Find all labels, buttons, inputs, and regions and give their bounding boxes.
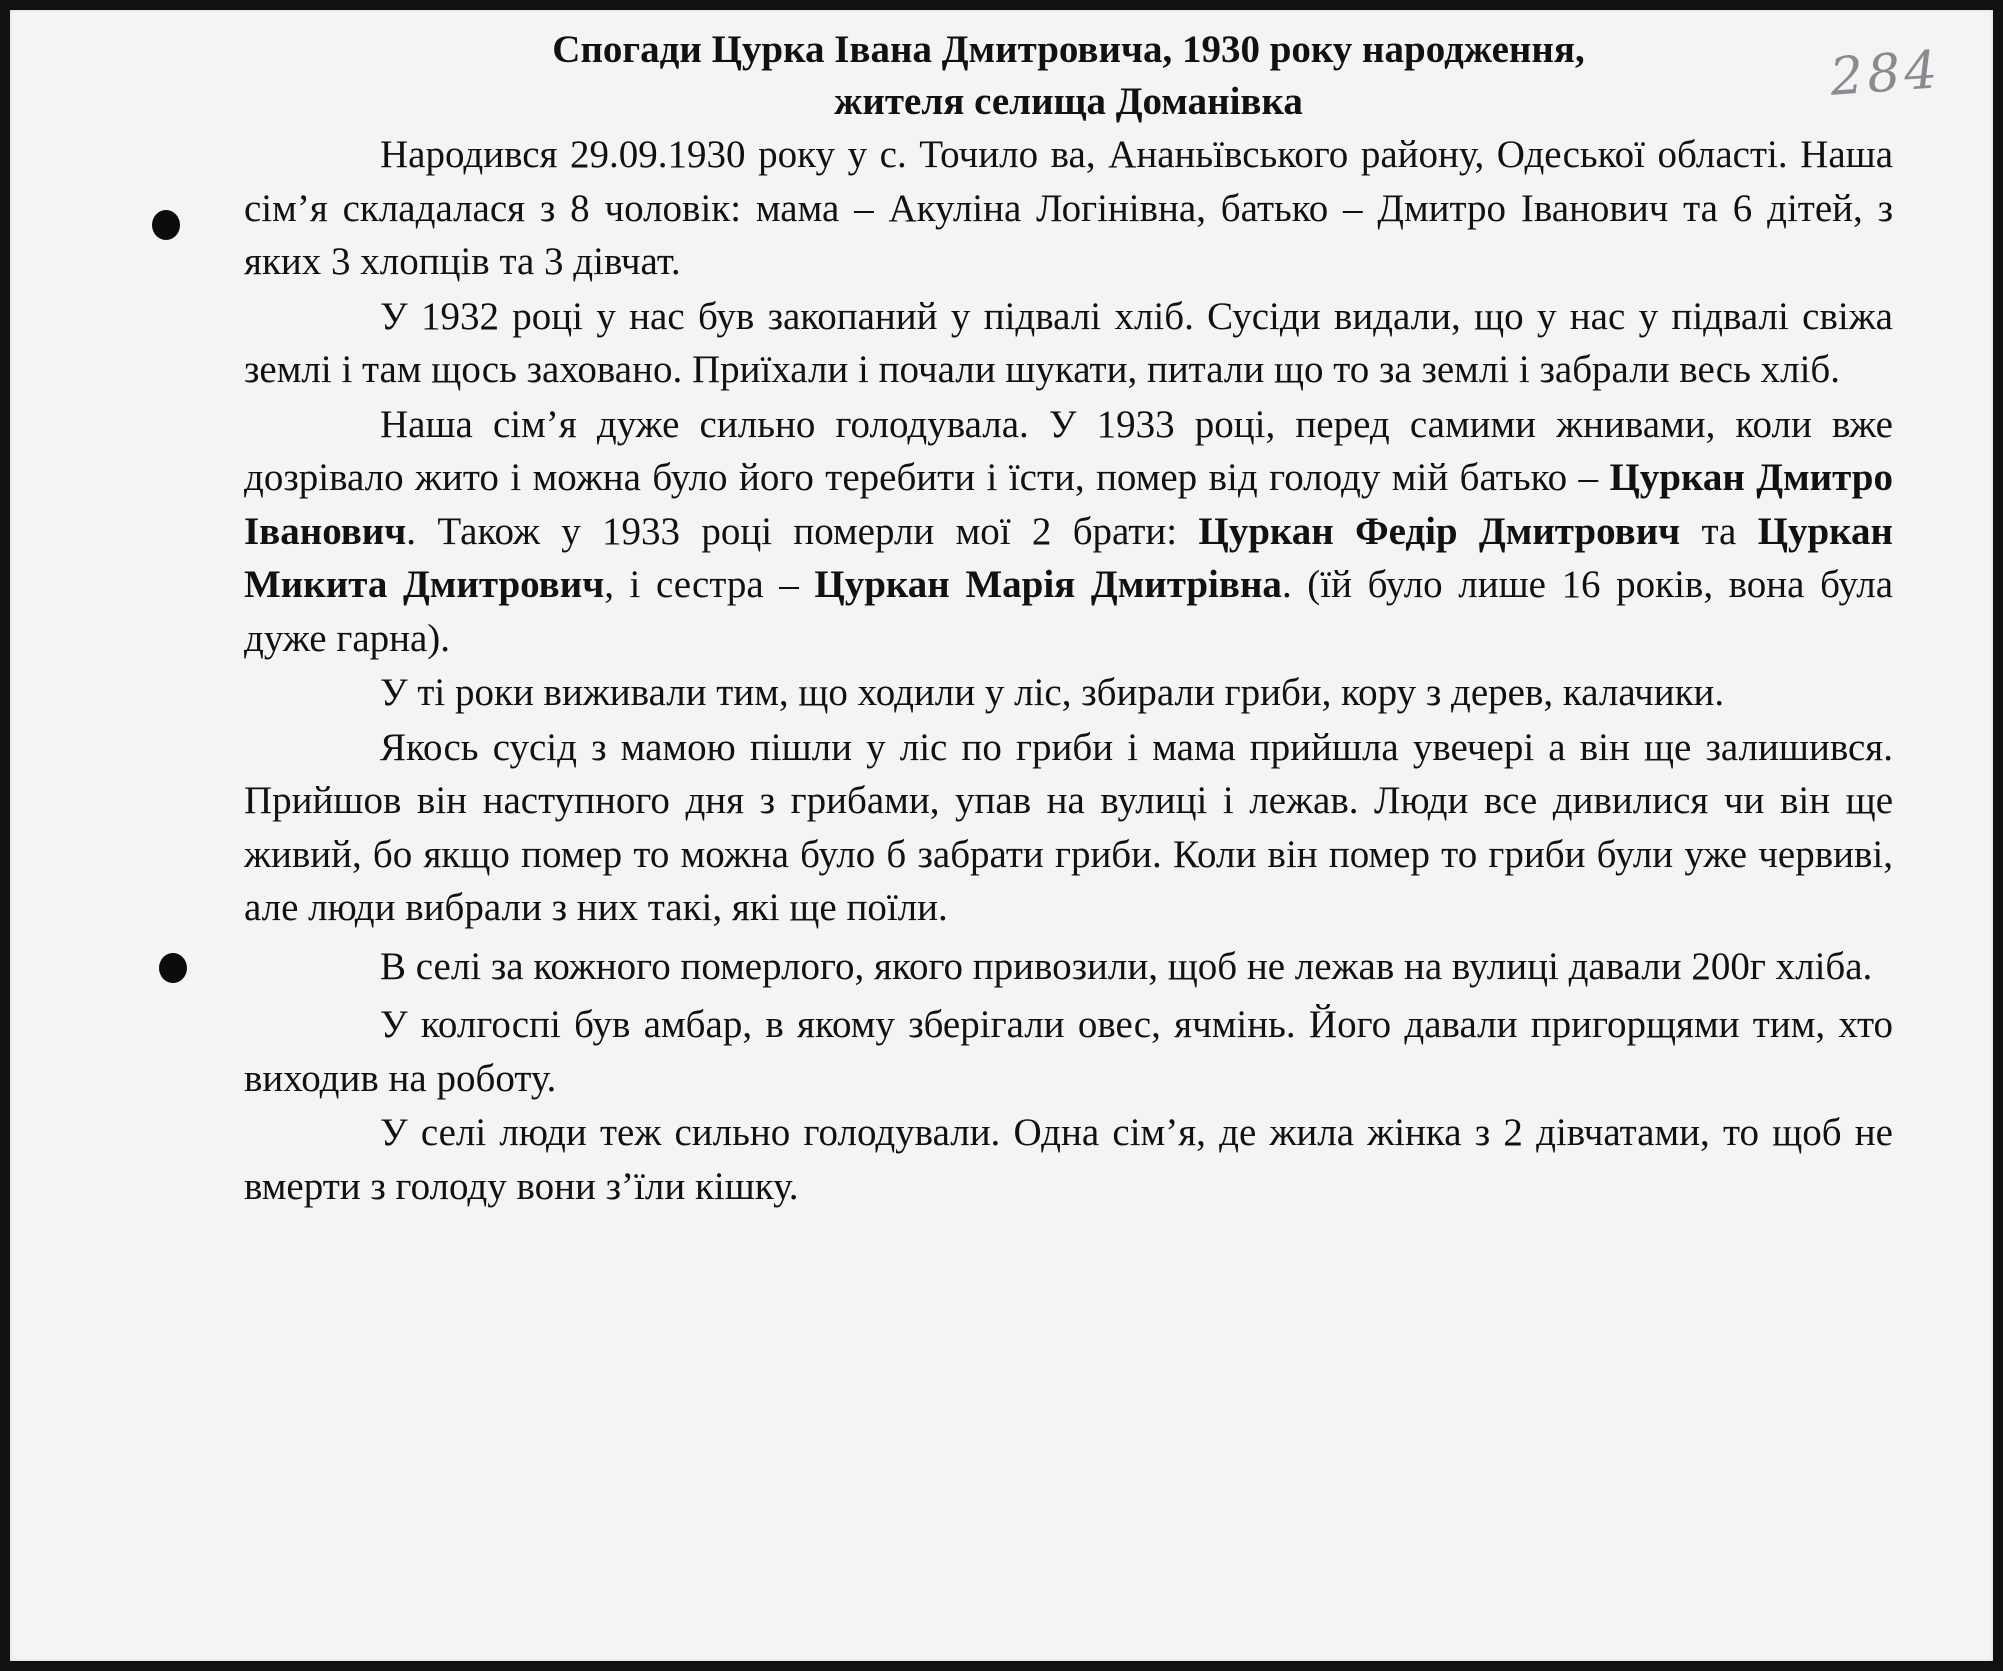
document-body	[244, 24, 1893, 1213]
title-line-2: жителя селища Доманівка	[834, 80, 1303, 123]
paragraph-survival: У ті роки виживали тим, що ходили у ліс, збирали гриби, кору з дерев, калачики.	[380, 671, 1725, 714]
name-sister-mariia: Цуркан Марія Дмитрівна	[814, 563, 1282, 606]
handwritten-page-number: 284	[1828, 40, 1944, 108]
paragraph-1933-deaths	[244, 398, 1893, 666]
paragraph-bread-ration: В селі за кожного померлого, якого привозили, щоб не лежав на вулиці давали 200г хліба.	[380, 944, 1873, 988]
punch-hole-bottom	[159, 953, 187, 983]
paragraph-barn: У колгоспі був амбар, в якому зберігали овес, ячмінь. Його давали пригорщями тим, хто виходив на роботу.	[244, 1003, 1893, 1100]
title-line-1: Спогади Цурка Івана Дмитровича, 1930 року народження,	[552, 28, 1585, 71]
p3-text-4: , і сестра –	[604, 563, 815, 606]
document-title	[244, 24, 1893, 128]
paragraph-1932: У 1932 році у нас був закопаний у підвалі хліб. Сусіди видали, що у нас у підвалі свіжа землі і там щось заховано. Приїхали і почали шукати, питали що то за землі і забрали весь хліб.	[244, 294, 1893, 391]
paragraph-birth: Народився 29.09.1930 року у с. Точило ва, Ананьївського району, Одеської області. Наша сім’я складалася з 8 чоловік: мама – Акуліна Логінівна, батько – Дмитро Іванович та 6 дітей, з яких 3 хлопців та 3 дівчат.	[244, 133, 1893, 283]
paragraph-neighbor: Якось сусід з мамою пішли у ліс по гриби і мама прийшла увечері а він ще залишився. Прийшов він наступного дня з грибами, упав на вулиці і лежав. Люди все дивилися чи він ще живий, бо якщо помер то можна було б забрати гриби. Коли він помер то гриби були уже червиві, але люди вибрали з них такі, які ще поїли.	[244, 725, 1893, 929]
name-father: Цуркан Дмитро Іванович	[244, 456, 1893, 553]
p3-text-2: . Також у 1933 році померли мої 2 брати:	[406, 509, 1199, 553]
p3-text-3: та	[1680, 509, 1758, 553]
punch-hole-top	[152, 210, 180, 240]
name-brother-mykyta: Цуркан Микита Дмитрович	[244, 509, 1893, 606]
paragraph-village: У селі люди теж сильно голодували. Одна сім’я, де жила жінка з 2 дівчатами, то щоб не вмерти з голоду вони з’їли кішку.	[244, 1111, 1893, 1208]
name-brother-fedir: Цуркан Федір Дмитрович	[1198, 509, 1681, 553]
p3-text-1: Наша сім’я дуже сильно голодувала. У 1933 році, перед самими жнивами, коли вже дозрівало жито і можна було його теребити і їсти, помер від голоду мій батько –	[244, 402, 1893, 499]
p3-text-5: . (їй було лише 16 років, вона була дуже гарна).	[244, 563, 1894, 660]
